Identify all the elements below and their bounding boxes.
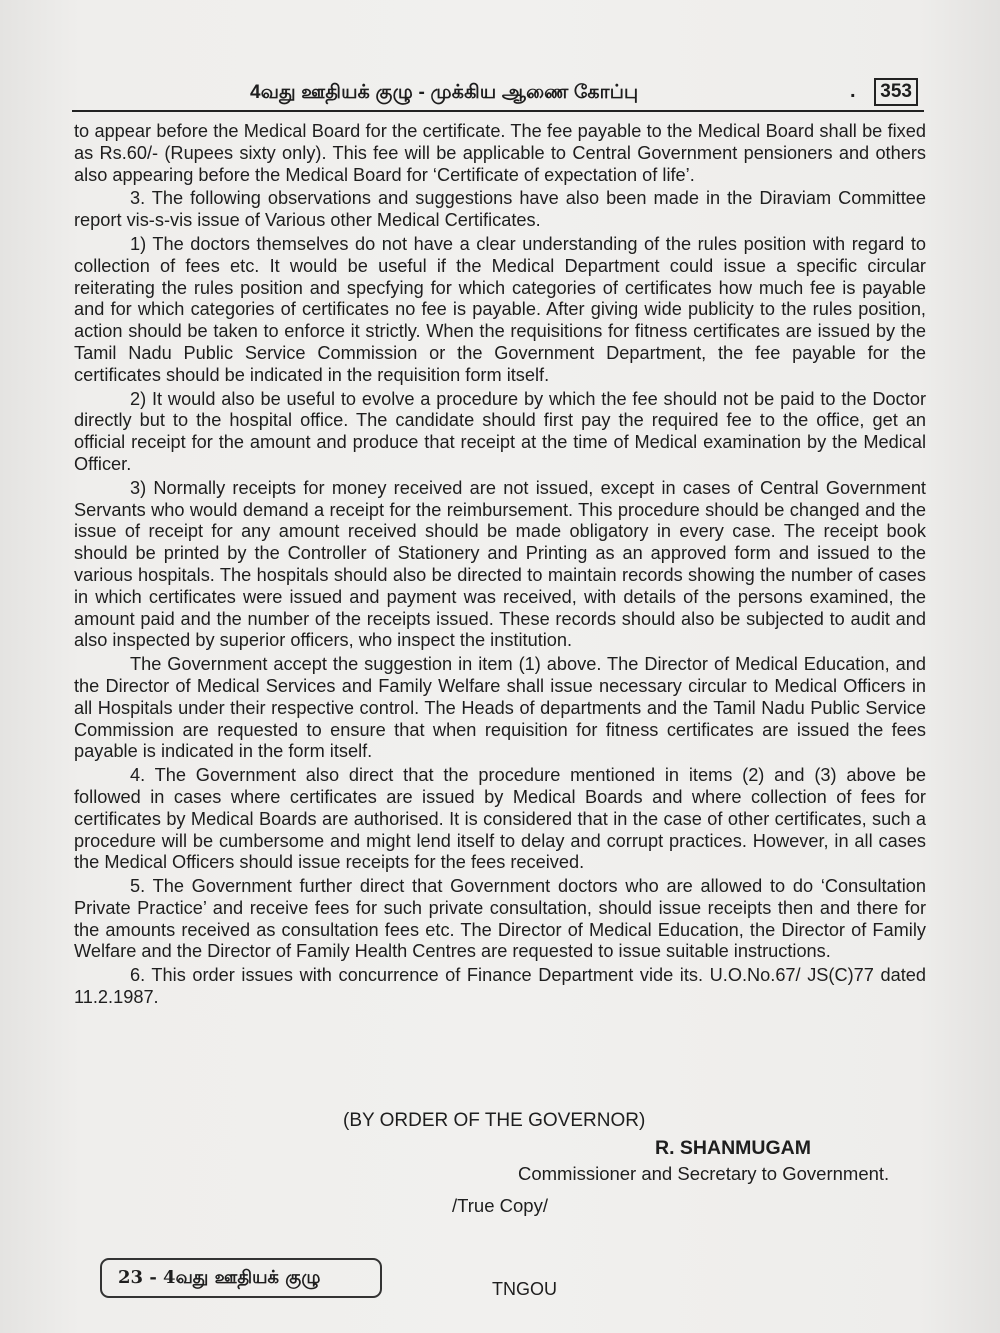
footer-section-label: 23 - 4வது ஊதியக் குழு xyxy=(100,1258,382,1298)
paragraph-3: 3. The following observations and suggestions have also been made in the Diraviam Committee report vis-s-vis issue of Various other Medical Certificates. xyxy=(74,188,926,231)
header-title: 4வது ஊதியக் குழு - முக்கிய ஆணை கோப்பு xyxy=(250,82,639,103)
true-copy-mark: /True Copy/ xyxy=(452,1195,548,1216)
paragraph-3-item-1: 1) The doctors themselves do not have a clear understanding of the rules position with regard to collection of fees etc. It would be useful if the Medical Department could issue a specific circular reiterating the rules position and specfying for which categories of certificates how much fee is payable and for which categories of certificates no fee is payable. After giving wide publicity to the rules position, action should be taken to enforce it strictly. When the requisitions for fitness certificates are issued by the Tamil Nadu Public Service Commission or the Government Department, the fee payable for the certificates should be indicated in the requisition form itself. xyxy=(74,233,926,385)
by-order-line: (BY ORDER OF THE GOVERNOR) xyxy=(343,1110,646,1131)
signatory-designation: Commissioner and Secretary to Government. xyxy=(518,1163,890,1184)
page-header xyxy=(72,78,924,112)
paragraph-continuation: to appear before the Medical Board for the certificate. The fee payable to the Medical Board shall be fixed as Rs.60/- (Rupees sixty only). This fee will be applicable to Central Government pensioners and others also appearing before the Medical Board for ‘Certificate of expectation of life’. xyxy=(74,121,926,185)
body-text xyxy=(74,121,926,1009)
header-dot: . xyxy=(850,80,856,102)
paragraph-4: 4. The Government also direct that the procedure mentioned in items (2) and (3) above be followed in cases where certificates are issued by Medical Boards and where collection of fees for certificates by Medical Boards are authorised. It is considered that in the case of other certificates, such a procedure will be cumbersome and might lend itself to delay and corrupt practices. However, in all cases the Medical Officers should issue receipts for the fees received. xyxy=(74,765,926,873)
paragraph-3-item-3: 3) Normally receipts for money received are not issued, except in cases of Central Government Servants who would demand a receipt for the reimbursement. This procedure should be changed and the issue of receipt for any amount received should be made obligatory in every case. The receipt book should be printed by the Controller of Stationery and Printing as an approved form and issued to the various hospitals. The hospitals should also be directed to maintain records showing the number of cases in which certificates were issued and payment was received, with details of the persons examined, the amount paid and the number of the receipts issued. These records should also be subjected to audit and also inspected by superior officers, who inspect the institution. xyxy=(74,477,926,651)
paragraph-6: 6. This order issues with concurrence of Finance Department vide its. U.O.No.67/ JS(C)77 dated 11.2.1987. xyxy=(74,965,926,1008)
page-number: 353 xyxy=(874,78,918,106)
footer-code: TNGOU xyxy=(492,1279,557,1299)
signatory-name: R. SHANMUGAM xyxy=(655,1137,811,1159)
paragraph-3-item-2: 2) It would also be useful to evolve a procedure by which the fee should not be paid to the Doctor directly but to the hospital office. The candidate should first pay the required fee to the office, get an official receipt for the amount and produce that receipt at the time of Medical examination by the Medical Officer. xyxy=(74,388,926,474)
paragraph-5: 5. The Government further direct that Government doctors who are allowed to do ‘Consultation Private Practice’ and receive fees for such private consultation, should issue receipts then and there for the amounts received as consultation fees etc. The Director of Medical Education, the Director of Family Welfare and the Director of Family Health Centres are requested to issue suitable instructions. xyxy=(74,876,926,962)
paragraph-government-accept: The Government accept the suggestion in item (1) above. The Director of Medical Education, and the Director of Medical Services and Family Welfare shall issue necessary circular to Medical Officers in all Hospitals under their respective control. The Heads of departments and the Tamil Nadu Public Service Commission are requested to ensure that when requisition for fitness certificates are issued the fees payable is indicated in the form itself. xyxy=(74,654,926,762)
